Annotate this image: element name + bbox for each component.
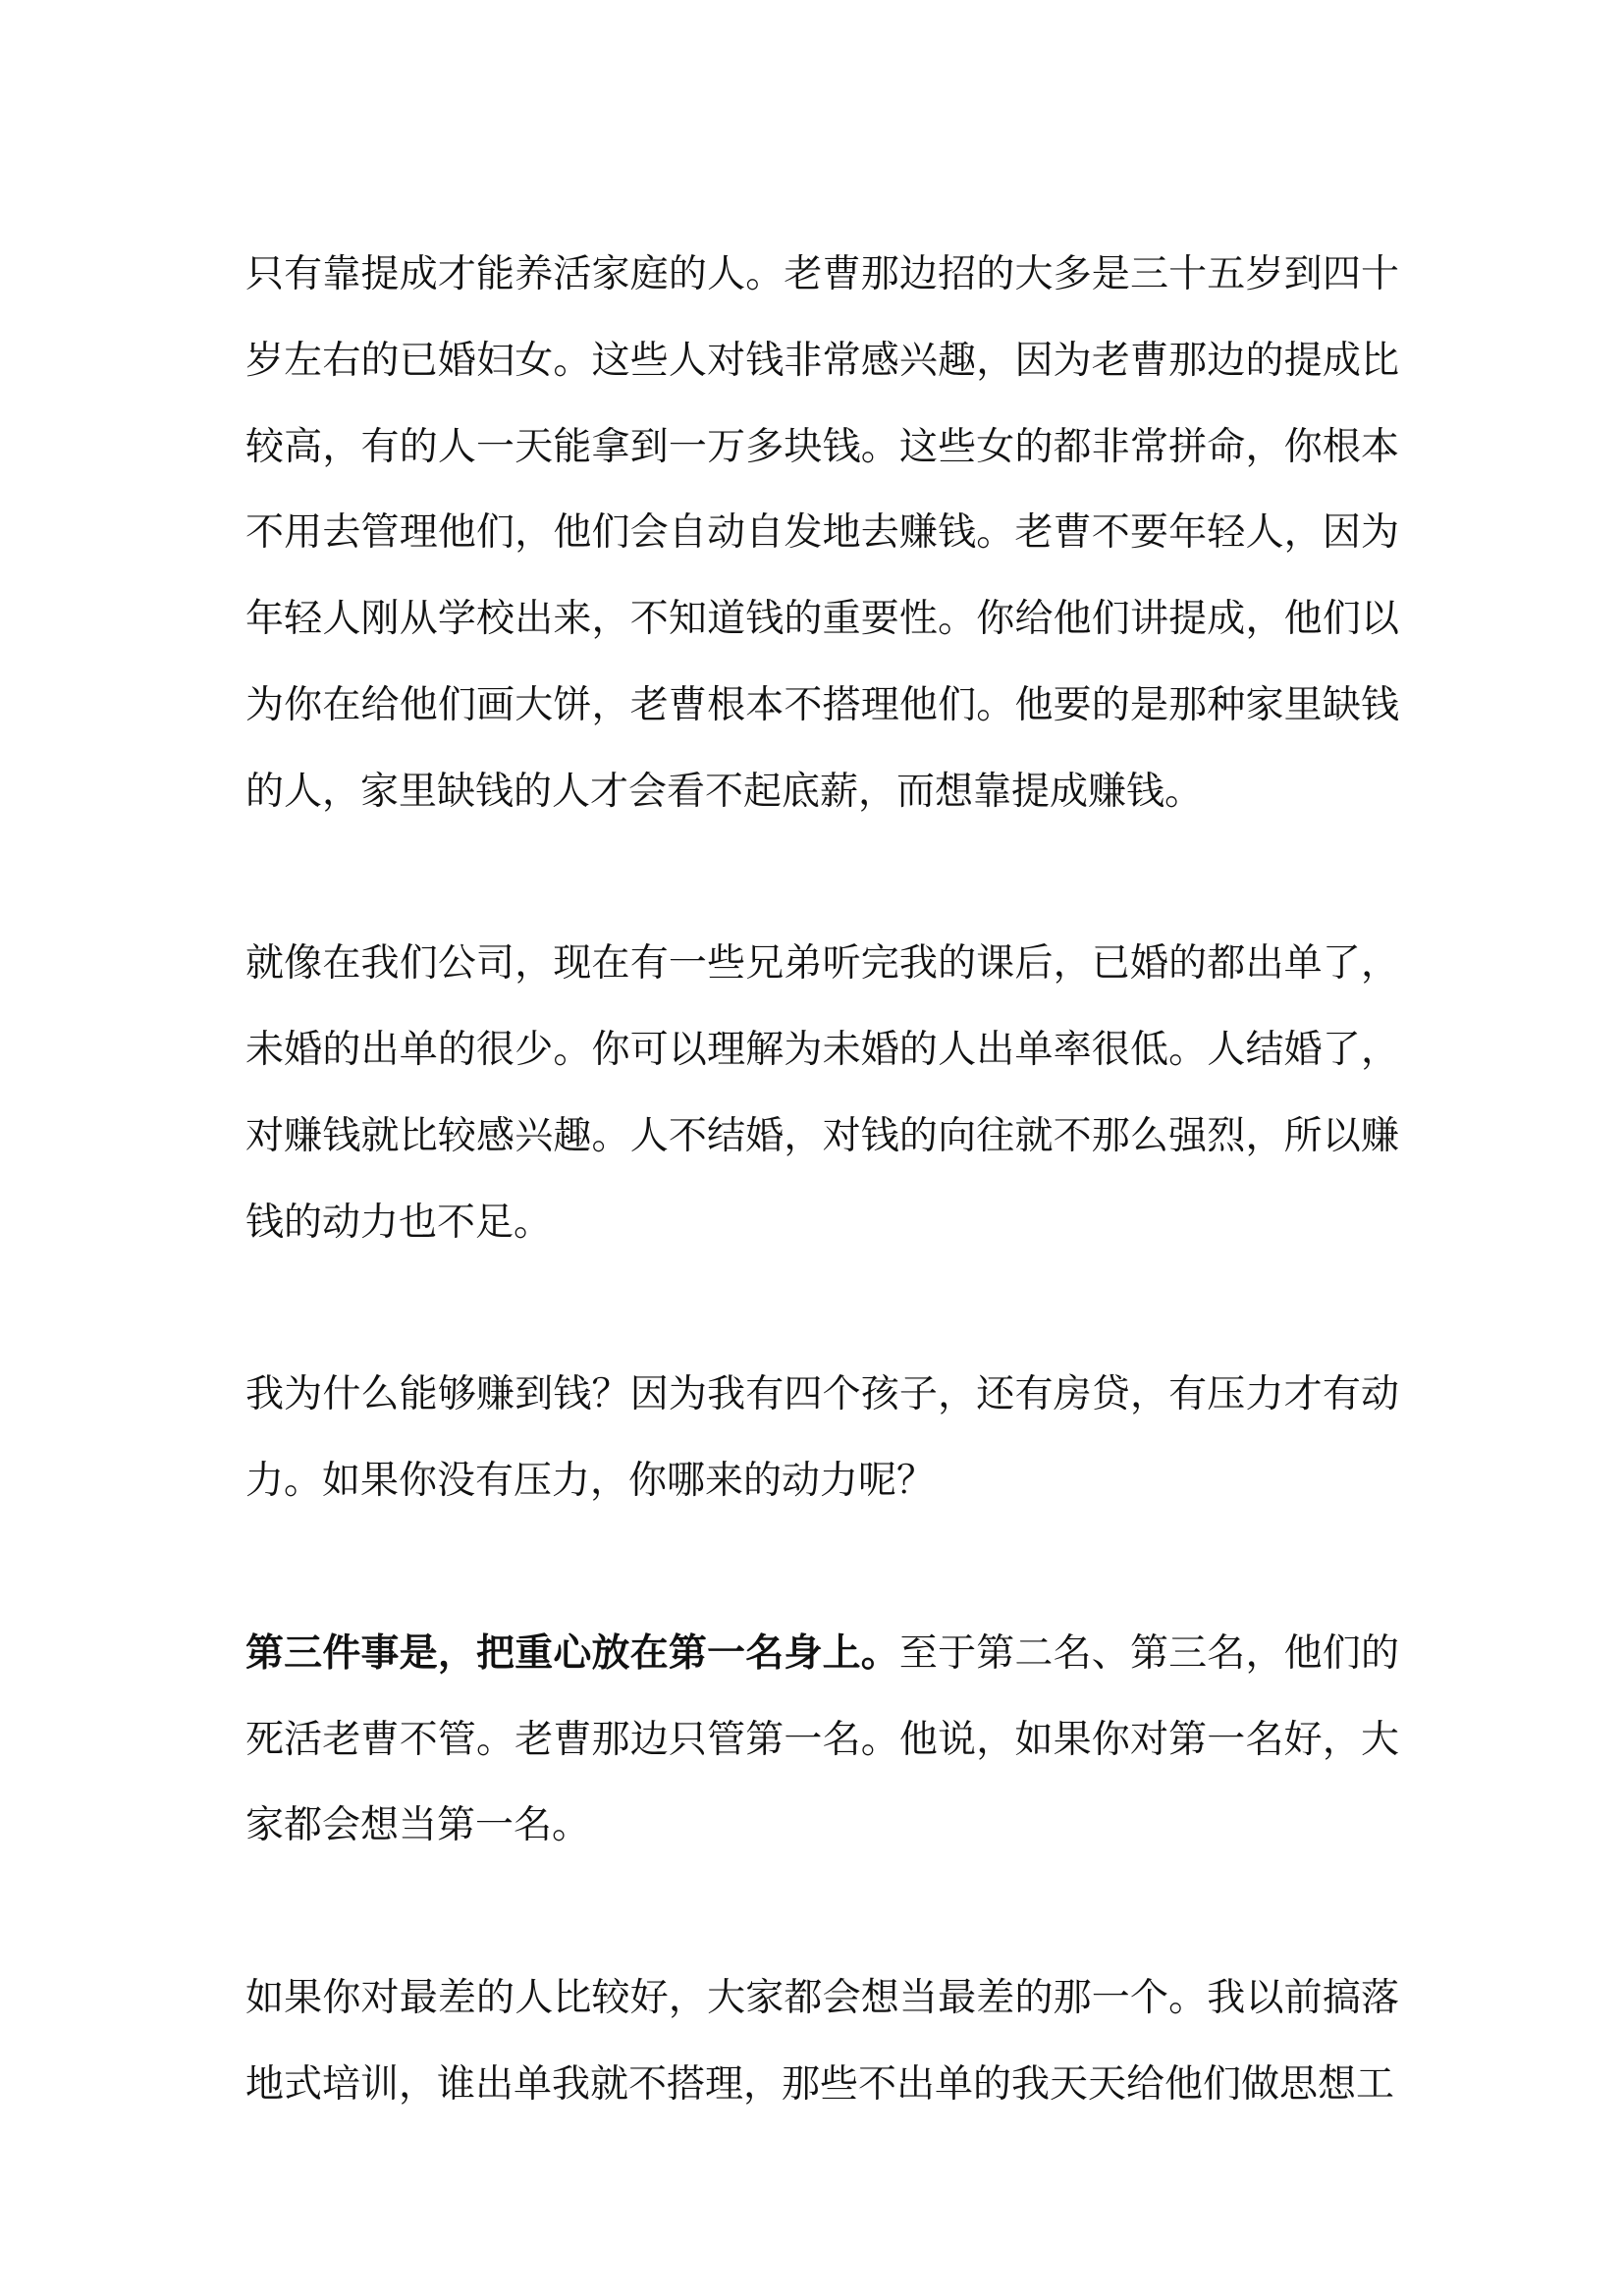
paragraph-3: [245, 1352, 1399, 1524]
document-body: [245, 232, 1399, 2128]
paragraph-1-text: 只有靠提成才能养活家庭的人。老曹那边招的大多是三十五岁到四十岁左右的已婚妇女。这些人对钱非常感兴趣，因为老曹那边的提成比较高，有的人一天能拿到一万多块钱。这些女的都非常拼命，你根本不用去管理他们，他们会自动自发地去赚钱。老曹不要年轻人，因为年轻人刚从学校出来，不知道钱的重要性。你给他们讲提成，他们以为你在给他们画大饼，老曹根本不搭理他们。他要的是那种家里缺钱的人，家里缺钱的人才会看不起底薪，而想靠提成赚钱。: [245, 252, 1399, 814]
paragraph-5-text: 如果你对最差的人比较好，大家都会想当最差的那一个。我以前搞落地式培训，谁出单我就不搭理，那些不出单的我天天给他们做思想工: [245, 1975, 1399, 2107]
paragraph-1: [245, 232, 1399, 835]
paragraph-4: [245, 1611, 1399, 1869]
paragraph-2-text: 就像在我们公司，现在有一些兄弟听完我的课后，已婚的都出单了，未婚的出单的很少。你可以理解为未婚的人出单率很低。人结婚了，对赚钱就比较感兴趣。人不结婚，对钱的向往就不那么强烈，所以赚钱的动力也不足。: [245, 941, 1399, 1245]
paragraph-2: [245, 921, 1399, 1265]
paragraph-4-bold-lead: 第三件事是，把重心放在第一名身上。: [245, 1630, 899, 1676]
paragraph-spacer: [245, 1266, 1399, 1353]
paragraph-spacer: [245, 835, 1399, 922]
paragraph-5: [245, 1955, 1399, 2128]
paragraph-3-text: 我为什么能够赚到钱？因为我有四个孩子，还有房贷，有压力才有动力。如果你没有压力，你哪来的动力呢？: [245, 1372, 1399, 1504]
paragraph-spacer: [245, 1869, 1399, 1955]
paragraph-spacer: [245, 1524, 1399, 1611]
paragraph-4-text: 至于第二名、第三名，他们的死活老曹不管。老曹那边只管第一名。他说，如果你对第一名好，大家都会想当第一名。: [245, 1630, 1399, 1848]
